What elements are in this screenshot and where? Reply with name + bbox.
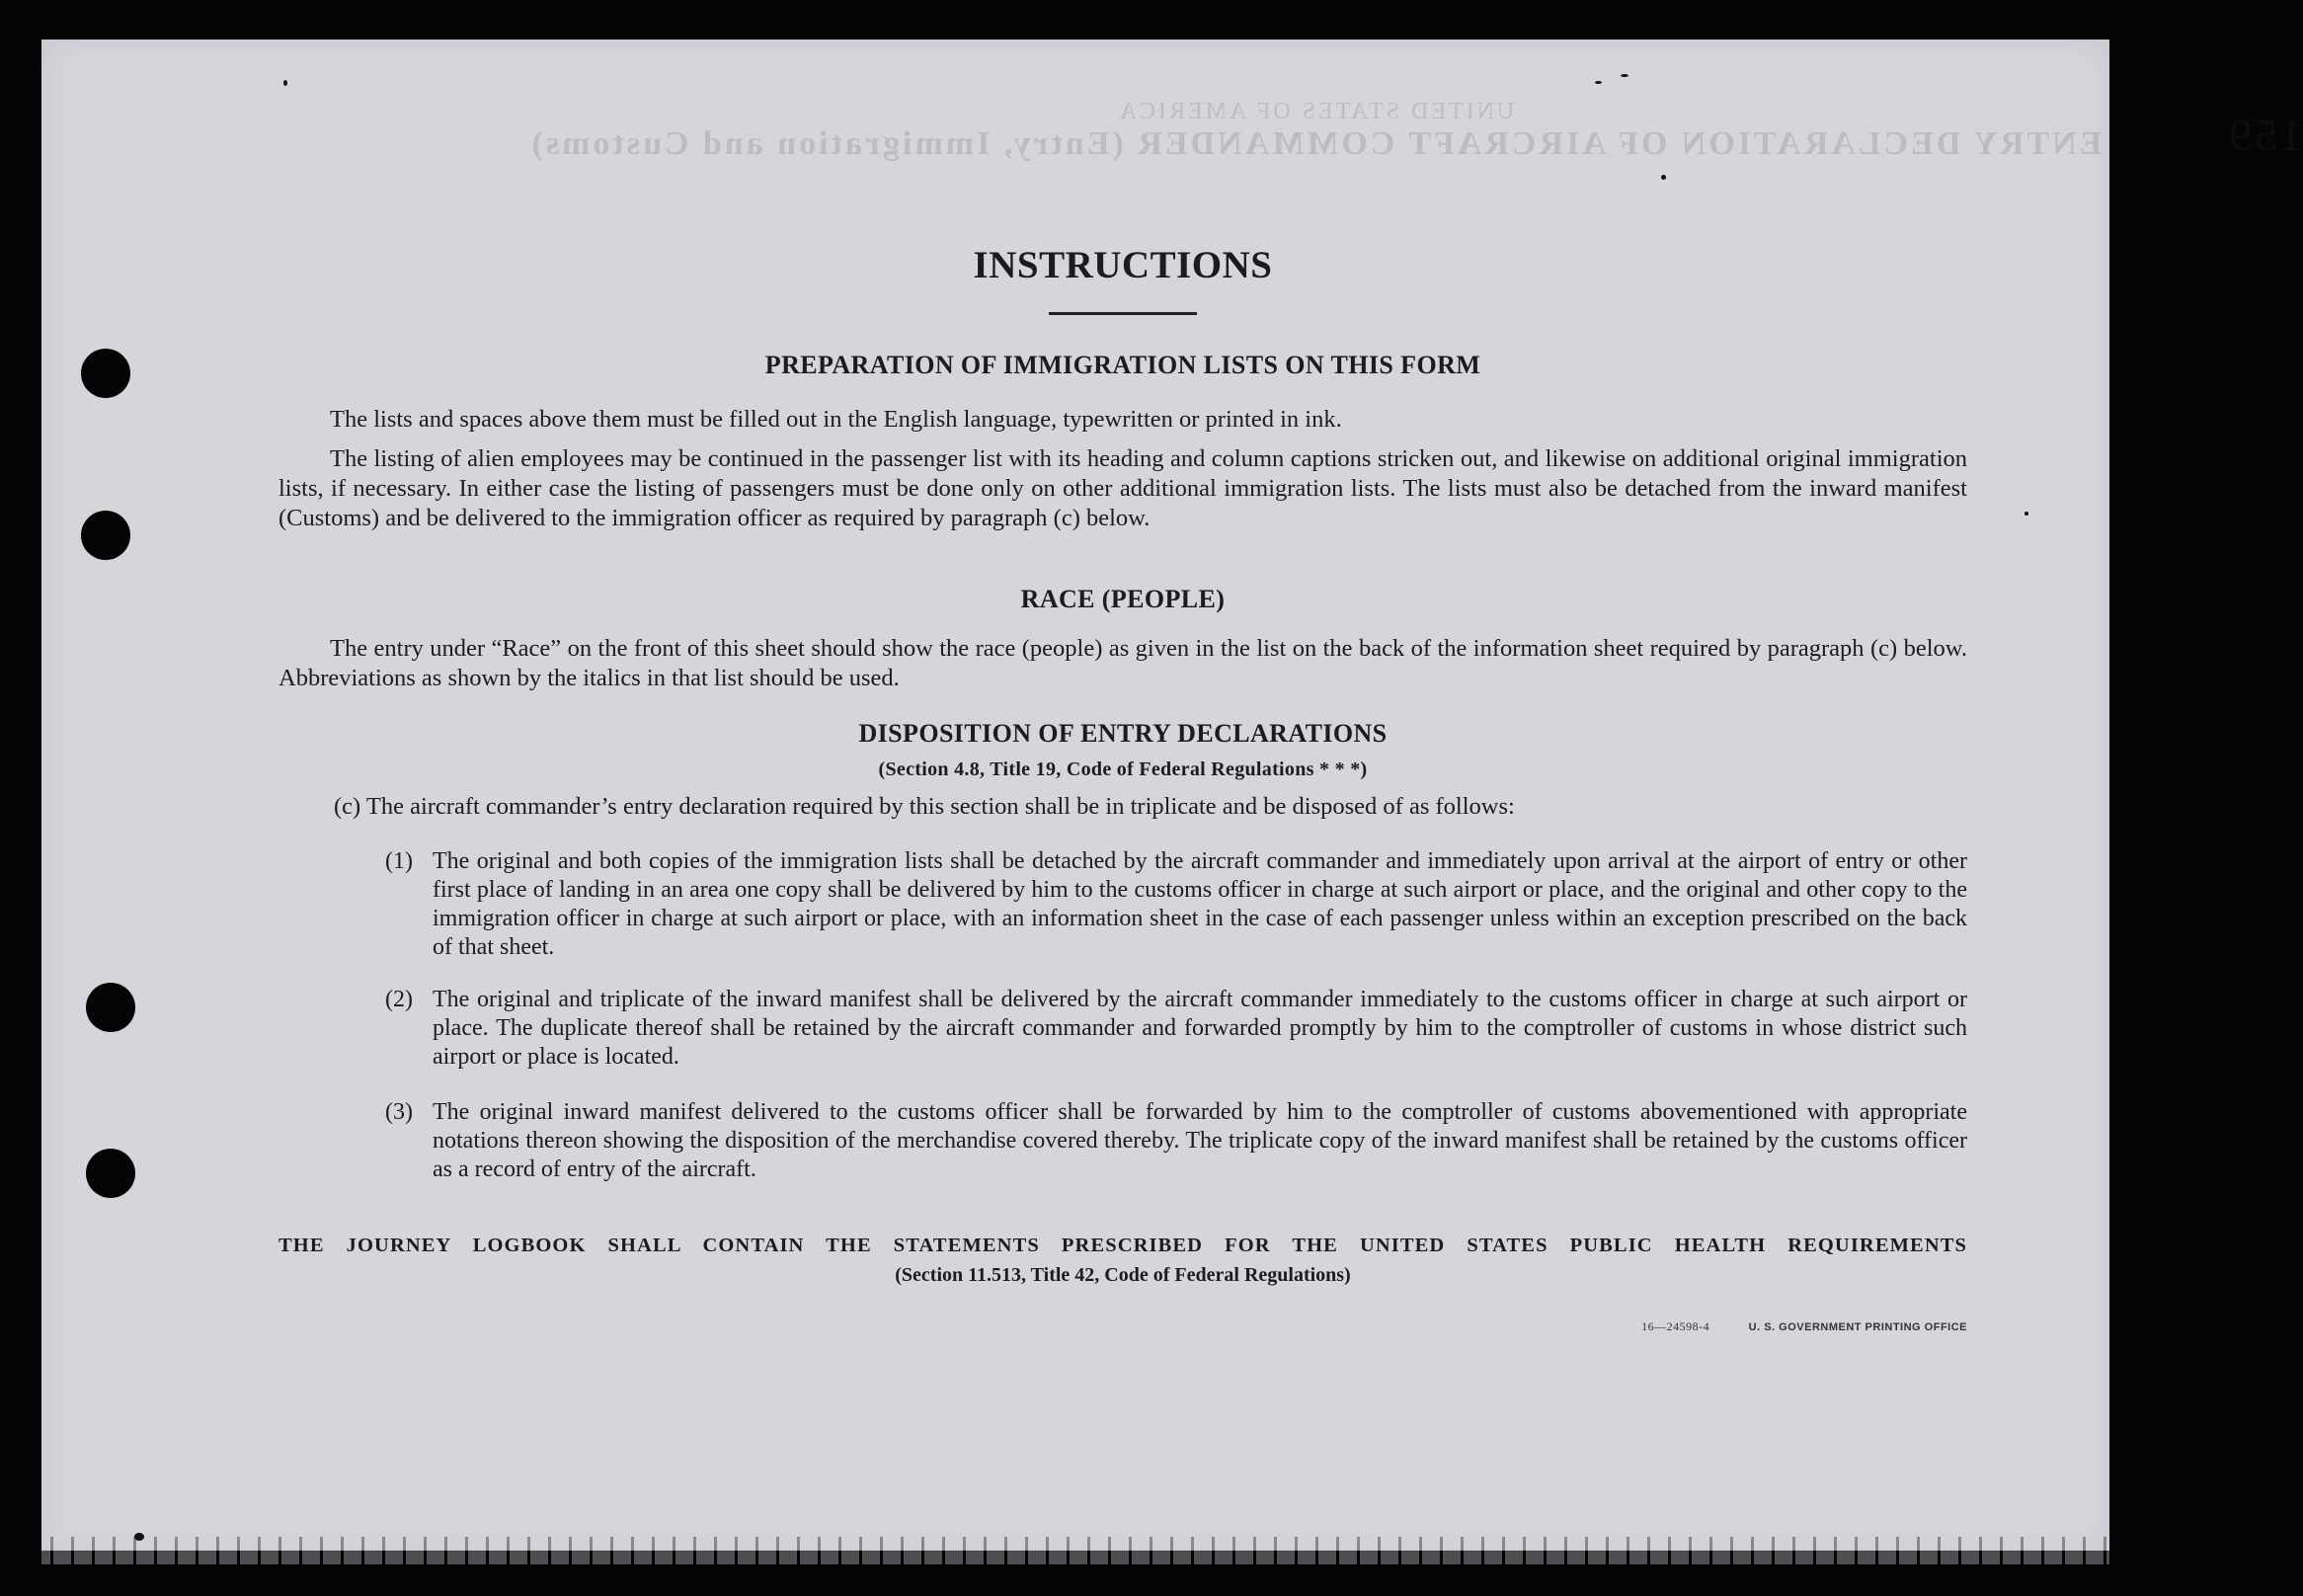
list-item-number: (2) (385, 987, 413, 1012)
title-underline (1049, 312, 1197, 315)
list-item (385, 1098, 1967, 1184)
section-heading-disposition: DISPOSITION OF ENTRY DECLARATIONS (858, 719, 1388, 748)
paragraph-race-1: The entry under “Race” on the front of this sheet should show the race (people) as given in the list on the back of the information sheet required by paragraph (c) below. Abbreviations as shown by the italics in that list should be used. (278, 635, 1967, 691)
punch-hole-icon (81, 349, 130, 398)
page-title: INSTRUCTIONS (973, 244, 1273, 286)
footer-health-requirements: THE JOURNEY LOGBOOK SHALL CONTAIN THE STATEMENTS PRESCRIBED FOR THE UNITED STATES PUBLIC HEALTH REQUIREMENTS (278, 1235, 1967, 1256)
punch-hole-icon (86, 983, 135, 1032)
ink-speck (283, 80, 287, 86)
bleed-through-text (506, 99, 2303, 217)
list-item-number: (3) (385, 1099, 413, 1125)
section-subheading-disposition: (Section 4.8, Title 19, Code of Federal Regulations * * *) (878, 758, 1368, 780)
ink-speck (134, 1533, 144, 1541)
bleed-number: 159 (2226, 110, 2303, 160)
printer-office: U. S. GOVERNMENT PRINTING OFFICE (1748, 1321, 1967, 1333)
torn-edge (41, 1537, 2109, 1564)
document-sheet (41, 40, 2303, 1551)
ink-speck (1621, 74, 1628, 77)
paragraph-preparation-1: The lists and spaces above them must be filled out in the English language, typewritten or printed in ink. (330, 406, 1342, 433)
bleed-line-1: UNITED STATES OF AMERICA (1116, 99, 1515, 124)
list-item-text: The original and both copies of the immigration lists shall be detached by the aircraft commander and immediately upon arrival at the airport of entry or other first place of landing in an area one copy shall be delivered by him to the customs officer in charge at such airport or place, and the original and other copy to the immigration officer in charge at such airport or place, with an information sheet in the case of each passenger unless within an exception prescribed on the back of that sheet. (433, 848, 1967, 960)
ink-speck (1661, 175, 1666, 180)
ink-speck (2025, 512, 2028, 516)
punch-hole-icon (81, 511, 130, 560)
printer-imprint (1641, 1319, 1967, 1334)
paragraph-preparation-2: The listing of alien employees may be continued in the passenger list with its heading and column captions stricken out, and likewise on additional original immigration lists, if necessary. In either case the listing of passengers must be done only on other additional immigration lists. The lists must also be detached from the inward manifest (Customs) and be delivered to the immigration officer as required by paragraph (c) below. (278, 445, 1967, 531)
list-item (385, 986, 1967, 1072)
section-heading-race: RACE (PEOPLE) (1020, 585, 1226, 613)
footer-citation: (Section 11.513, Title 42, Code of Federal Regulations) (895, 1264, 1351, 1286)
ink-speck (1595, 81, 1602, 84)
list-item-number: (1) (385, 848, 413, 874)
section-heading-preparation: PREPARATION OF IMMIGRATION LISTS ON THIS FORM (764, 351, 1481, 379)
list-item-text: The original inward manifest delivered to the customs officer shall be forwarded by him to the comptroller of customs abovementioned with appropriate notations thereon showing the disposition of the merchandise covered thereby. The triplicate copy of the inward manifest shall be retained by the customs officer as a record of entry of the aircraft. (433, 1099, 1967, 1182)
printer-code: 16—24598-4 (1641, 1319, 1710, 1333)
paragraph-disposition-intro: (c) The aircraft commander’s entry declaration required by this section shall be in triplicate and be disposed of as follows: (334, 793, 1515, 820)
list-item (385, 847, 1967, 962)
punch-hole-icon (86, 1149, 135, 1198)
list-item-text: The original and triplicate of the inward manifest shall be delivered by the aircraft commander immediately to the customs officer in charge at such airport or place. The duplicate thereof shall be retained by the aircraft commander and forwarded promptly by him to the comptroller of customs in whose district such airport or place is located. (433, 987, 1967, 1070)
bleed-line-2: ENTRY DECLARATION OF AIRCRAFT COMMANDER (Entry, Immigration and Customs) (528, 125, 2103, 162)
